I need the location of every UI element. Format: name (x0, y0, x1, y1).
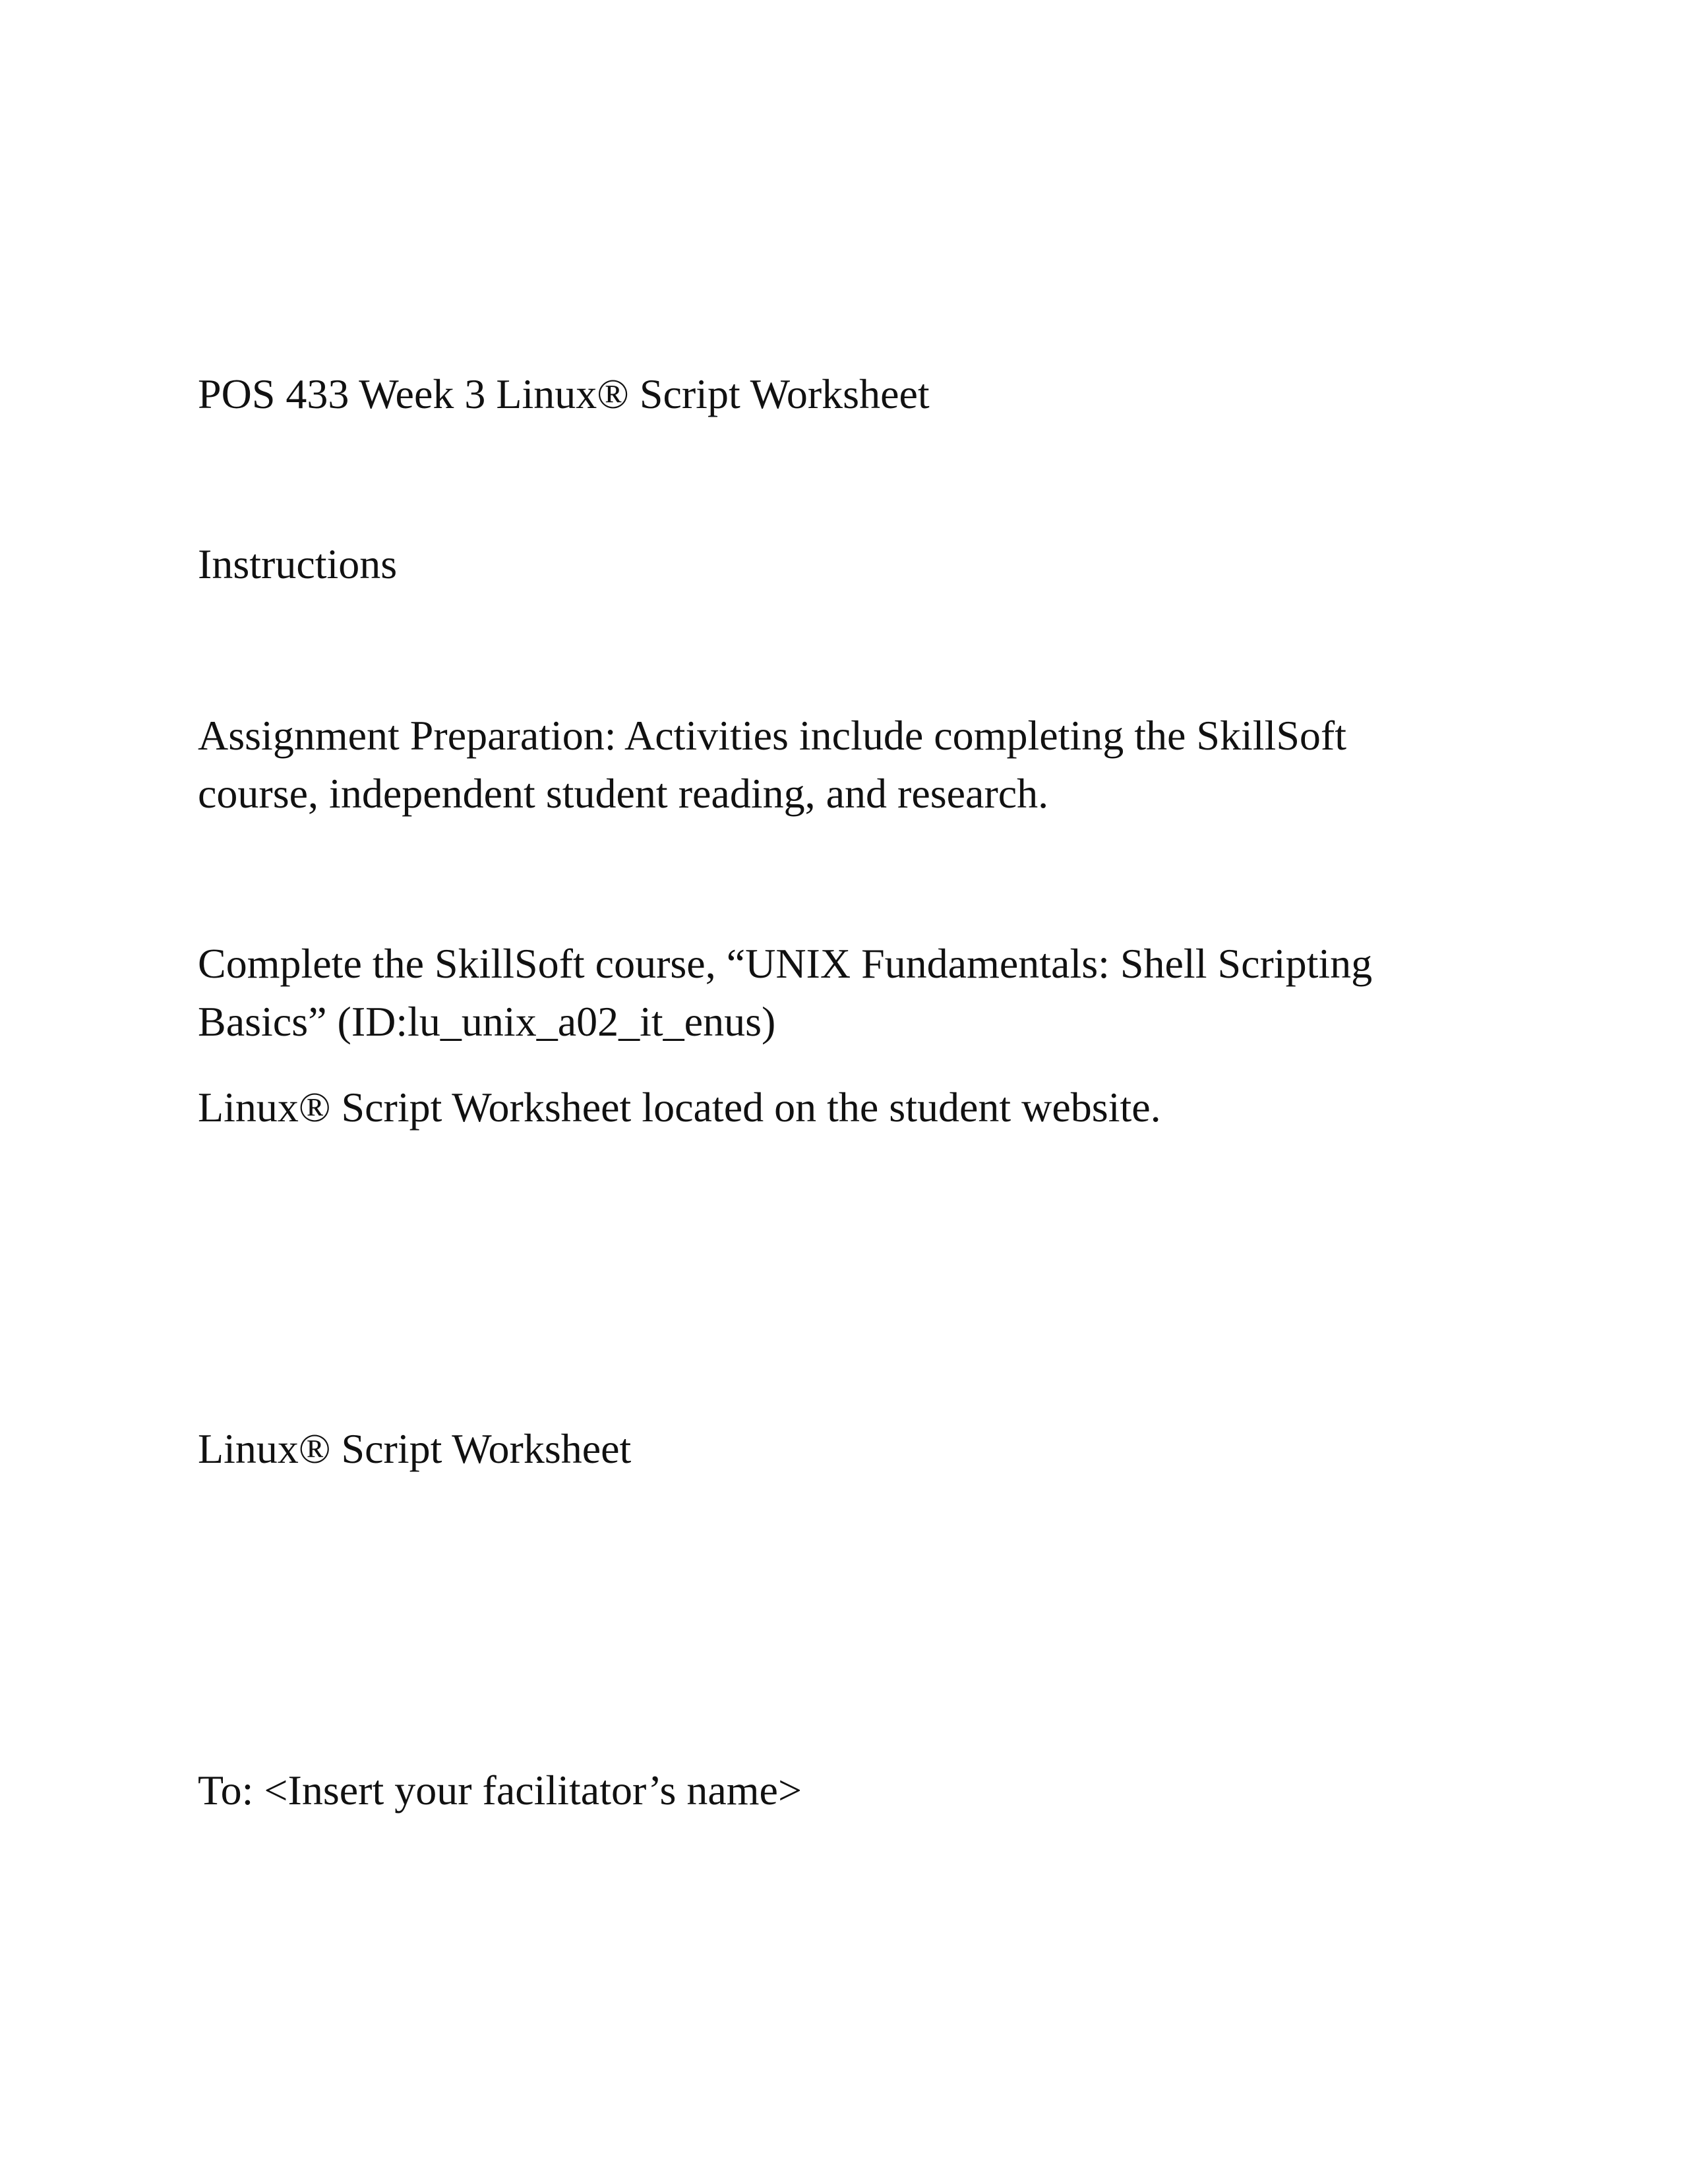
instructions-heading: Instructions (198, 541, 398, 587)
complete-course-line-2: Basics” (ID:lu_unix_a02_it_enus) (198, 998, 776, 1045)
worksheet-heading: Linux® Script Worksheet (198, 1425, 632, 1472)
complete-course-line-1: Complete the SkillSoft course, “UNIX Fundamentals: Shell Scripting (198, 940, 1373, 987)
assignment-preparation-line-1: Assignment Preparation: Activities include completing the SkillSoft (198, 712, 1346, 759)
to-facilitator-line: To: <Insert your facilitator’s name> (198, 1767, 802, 1814)
document-title: POS 433 Week 3 Linux® Script Worksheet (198, 370, 930, 417)
worksheet-location-text: Linux® Script Worksheet located on the student website. (198, 1084, 1161, 1131)
assignment-preparation-line-2: course, independent student reading, and research. (198, 770, 1049, 817)
